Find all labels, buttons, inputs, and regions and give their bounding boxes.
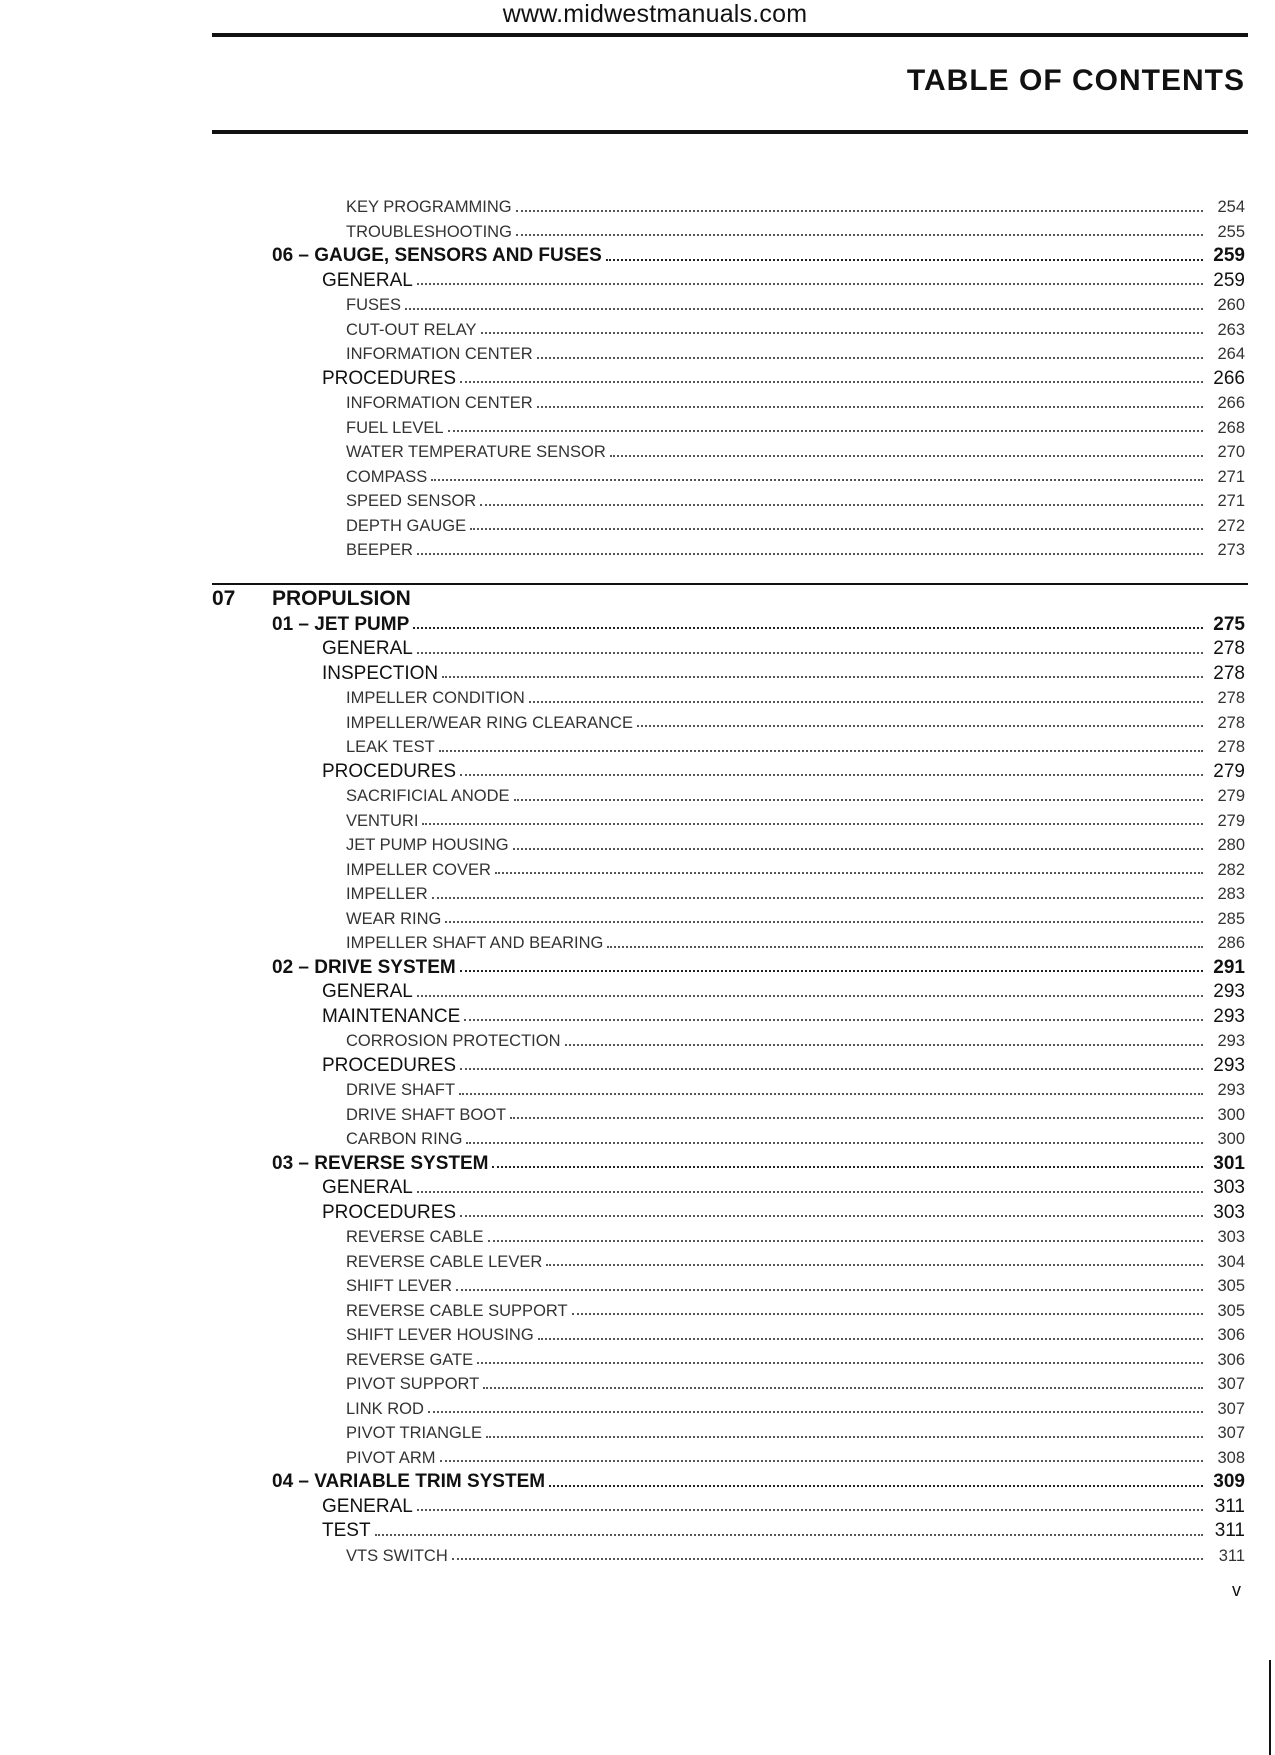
- toc-entry-page: 275: [1213, 613, 1245, 635]
- toc-entry-page: 268: [1217, 418, 1245, 437]
- dot-leader: [417, 283, 1203, 285]
- toc-entry[interactable]: [0, 1005, 1275, 1030]
- toc-section-rows: [0, 613, 1275, 1569]
- dot-leader: [537, 357, 1203, 359]
- toc-entry[interactable]: [0, 613, 1275, 638]
- toc-entry-page: 271: [1217, 467, 1245, 486]
- toc-entry[interactable]: [0, 391, 1275, 416]
- dot-leader: [440, 1460, 1203, 1462]
- toc-entry[interactable]: [0, 244, 1275, 269]
- toc-entry[interactable]: [0, 1176, 1275, 1201]
- dot-leader: [572, 1313, 1203, 1315]
- toc-entry-label: WATER TEMPERATURE SENSOR: [346, 443, 606, 461]
- toc-entry-label: SHIFT LEVER HOUSING: [346, 1326, 534, 1344]
- dot-leader: [375, 1534, 1203, 1536]
- dot-leader: [477, 1362, 1203, 1364]
- toc-entry-label: IMPELLER CONDITION: [346, 689, 525, 707]
- dot-leader: [413, 627, 1203, 629]
- dot-leader: [529, 701, 1203, 703]
- toc-entry[interactable]: [0, 342, 1275, 367]
- dot-leader: [460, 381, 1203, 383]
- toc-entry[interactable]: [0, 882, 1275, 907]
- dot-leader: [470, 528, 1203, 530]
- toc-entry-label: DRIVE SHAFT: [346, 1081, 456, 1099]
- toc-entry-label: SACRIFICIAL ANODE: [346, 787, 510, 805]
- toc-entry-page: 280: [1217, 836, 1245, 854]
- toc-entry-page: 311: [1218, 1546, 1245, 1565]
- dot-leader: [549, 1485, 1203, 1487]
- dot-leader: [422, 823, 1203, 825]
- toc-entry[interactable]: [0, 293, 1275, 318]
- dot-leader: [439, 750, 1203, 752]
- dot-leader: [538, 1338, 1203, 1340]
- dot-leader: [460, 1068, 1203, 1070]
- toc-entry-label: GENERAL: [322, 269, 413, 291]
- dot-leader: [460, 970, 1203, 972]
- toc-entry[interactable]: [0, 637, 1275, 662]
- toc-entry-page: 300: [1217, 1105, 1245, 1124]
- toc-entry-page: 279: [1217, 787, 1245, 805]
- section-heading: [0, 585, 1275, 613]
- toc-entry[interactable]: [0, 1201, 1275, 1226]
- toc-entry-label: REVERSE CABLE LEVER: [346, 1252, 543, 1271]
- dot-leader: [546, 1264, 1203, 1266]
- toc-entry-label: 03 – REVERSE SYSTEM: [272, 1152, 489, 1174]
- dot-leader: [495, 872, 1203, 874]
- toc-entry-label: BEEPER: [346, 541, 413, 559]
- toc-entry[interactable]: [0, 711, 1275, 736]
- toc-entry-page: 308: [1217, 1448, 1245, 1467]
- toc-entry-label: SHIFT LEVER: [346, 1277, 453, 1295]
- dot-leader: [417, 652, 1203, 654]
- toc-entry-page: 266: [1217, 394, 1245, 412]
- dot-leader: [488, 1240, 1203, 1242]
- toc-entry[interactable]: [0, 1470, 1275, 1495]
- toc-entry[interactable]: [0, 858, 1275, 883]
- dot-leader: [483, 1387, 1203, 1389]
- toc-entry[interactable]: [0, 538, 1275, 563]
- dot-leader: [431, 479, 1203, 481]
- toc-entry-page: 282: [1217, 860, 1245, 879]
- toc-entry-page: 278: [1217, 738, 1245, 756]
- toc-entry-label: DEPTH GAUGE: [346, 516, 467, 535]
- dot-leader: [516, 234, 1203, 236]
- toc-entry-page: 307: [1217, 1399, 1245, 1418]
- toc-entry-page: 309: [1213, 1471, 1245, 1492]
- corner-mark: [1269, 1660, 1271, 1755]
- toc-entry-page: 255: [1217, 222, 1245, 241]
- page-title: TABLE OF CONTENTS: [906, 64, 1245, 97]
- toc-entry-label: PIVOT SUPPORT: [346, 1375, 480, 1393]
- toc-entry-label: TEST: [322, 1520, 371, 1541]
- toc-entry-label: COMPASS: [346, 467, 428, 486]
- toc-entry-page: 300: [1217, 1130, 1245, 1148]
- dot-leader: [486, 1436, 1203, 1438]
- toc-entry[interactable]: [0, 784, 1275, 809]
- toc-entry-page: 304: [1217, 1252, 1245, 1271]
- toc-entry[interactable]: [0, 760, 1275, 785]
- toc-entry[interactable]: [0, 1495, 1275, 1520]
- dot-leader: [428, 1411, 1203, 1413]
- table-of-contents: [0, 195, 1275, 1568]
- toc-entry-label: 06 – GAUGE, SENSORS AND FUSES: [272, 245, 602, 266]
- toc-entry[interactable]: [0, 1519, 1275, 1544]
- toc-entry[interactable]: [0, 686, 1275, 711]
- toc-entry-page: 278: [1213, 662, 1245, 684]
- toc-entry-page: 283: [1217, 885, 1245, 903]
- toc-entry-label: 01 – JET PUMP: [272, 613, 410, 635]
- toc-entry-label: IMPELLER SHAFT AND BEARING: [346, 934, 604, 952]
- toc-entry[interactable]: [0, 956, 1275, 981]
- toc-entry-page: 263: [1217, 320, 1245, 339]
- toc-entry-label: GENERAL: [322, 981, 413, 1002]
- dot-leader: [514, 799, 1203, 801]
- dot-leader: [537, 406, 1203, 408]
- toc-entry-page: 285: [1217, 909, 1245, 928]
- toc-entry-label: VTS SWITCH: [346, 1546, 448, 1565]
- dot-leader: [417, 1509, 1203, 1511]
- site-url[interactable]: www.midwestmanuals.com: [502, 0, 808, 28]
- toc-entry-page: 278: [1217, 713, 1245, 732]
- toc-entry-page: 279: [1213, 760, 1245, 782]
- dot-leader: [565, 1044, 1203, 1046]
- toc-entry-page: 293: [1217, 1032, 1245, 1050]
- page-number: v: [1232, 1580, 1241, 1600]
- toc-entry-page: 305: [1217, 1277, 1245, 1295]
- toc-entry-page: 305: [1217, 1301, 1245, 1320]
- dot-leader: [456, 1289, 1203, 1291]
- toc-entry-page: 278: [1217, 689, 1245, 707]
- dot-leader: [459, 1093, 1203, 1095]
- toc-entry[interactable]: [0, 1421, 1275, 1446]
- dot-leader: [445, 921, 1203, 923]
- toc-entry-label: CORROSION PROTECTION: [346, 1032, 561, 1050]
- toc-entry-page: 307: [1217, 1375, 1245, 1393]
- toc-entry-page: 293: [1213, 981, 1245, 1002]
- toc-entry[interactable]: [0, 195, 1275, 220]
- toc-entry-label: PROCEDURES: [322, 1201, 457, 1223]
- toc-entry[interactable]: [0, 416, 1275, 441]
- toc-entry-label: PIVOT TRIANGLE: [346, 1424, 483, 1442]
- toc-entry-page: 259: [1213, 269, 1245, 291]
- toc-entry-label: PROCEDURES: [322, 367, 457, 389]
- toc-entry[interactable]: [0, 1029, 1275, 1054]
- toc-entry[interactable]: [0, 1225, 1275, 1250]
- toc-entry-label: LEAK TEST: [346, 738, 435, 756]
- dot-leader: [466, 1142, 1203, 1144]
- toc-entry-page: 311: [1214, 1495, 1245, 1517]
- toc-entry-page: 303: [1213, 1177, 1245, 1198]
- toc-entry[interactable]: [0, 318, 1275, 343]
- dot-leader: [460, 1215, 1203, 1217]
- section-title: PROPULSION: [272, 586, 411, 610]
- dot-leader: [452, 1558, 1203, 1560]
- toc-entry-page: 293: [1213, 1054, 1245, 1076]
- toc-entry-page: 270: [1217, 443, 1245, 461]
- dot-leader: [637, 725, 1203, 727]
- toc-pre-rows: [0, 195, 1275, 563]
- dot-leader: [442, 676, 1203, 678]
- dot-leader: [464, 1019, 1203, 1021]
- dot-leader: [417, 553, 1203, 555]
- toc-entry-label: 04 – VARIABLE TRIM SYSTEM: [272, 1471, 546, 1492]
- toc-entry[interactable]: [0, 1348, 1275, 1373]
- toc-entry-label: GENERAL: [322, 1495, 413, 1517]
- dot-leader: [610, 455, 1203, 457]
- toc-entry-page: 303: [1213, 1201, 1245, 1223]
- toc-entry[interactable]: [0, 440, 1275, 465]
- dot-leader: [607, 946, 1203, 948]
- dot-leader: [492, 1166, 1203, 1168]
- toc-entry[interactable]: [0, 465, 1275, 490]
- toc-entry-label: 02 – DRIVE SYSTEM: [272, 956, 456, 978]
- toc-entry-label: PROCEDURES: [322, 1054, 457, 1076]
- toc-entry-page: 271: [1217, 492, 1245, 510]
- dot-leader: [606, 259, 1203, 261]
- toc-entry-page: 301: [1213, 1152, 1245, 1174]
- section-number: 07: [212, 586, 236, 610]
- toc-entry-label: IMPELLER/WEAR RING CLEARANCE: [346, 713, 633, 732]
- toc-entry[interactable]: [0, 1397, 1275, 1422]
- toc-entry[interactable]: [0, 1103, 1275, 1128]
- toc-entry-page: 293: [1213, 1005, 1245, 1027]
- dot-leader: [448, 430, 1203, 432]
- toc-entry-page: 311: [1214, 1520, 1245, 1541]
- toc-entry[interactable]: [0, 489, 1275, 514]
- dot-leader: [417, 1191, 1203, 1193]
- toc-entry[interactable]: [0, 367, 1275, 392]
- dot-leader: [460, 774, 1203, 776]
- toc-entry-label: IMPELLER COVER: [346, 860, 491, 879]
- toc-entry-label: REVERSE CABLE SUPPORT: [346, 1301, 568, 1320]
- toc-entry-page: 260: [1217, 296, 1245, 314]
- dot-leader: [432, 897, 1203, 899]
- toc-entry-page: 278: [1213, 638, 1245, 659]
- toc-entry-label: REVERSE GATE: [346, 1350, 474, 1369]
- toc-entry-page: 273: [1217, 541, 1245, 559]
- toc-entry[interactable]: [0, 1250, 1275, 1275]
- toc-entry-label: KEY PROGRAMMING: [346, 198, 512, 216]
- toc-entry-page: 303: [1217, 1228, 1245, 1246]
- toc-entry-page: 264: [1217, 345, 1245, 363]
- toc-entry[interactable]: [0, 1078, 1275, 1103]
- dot-leader: [480, 504, 1203, 506]
- toc-entry-label: CARBON RING: [346, 1130, 463, 1148]
- toc-entry-label: PIVOT ARM: [346, 1448, 436, 1467]
- toc-entry-page: 286: [1217, 934, 1245, 952]
- toc-entry-label: PROCEDURES: [322, 760, 457, 782]
- toc-entry-page: 306: [1217, 1350, 1245, 1369]
- toc-entry[interactable]: [0, 1054, 1275, 1079]
- toc-entry-page: 293: [1217, 1081, 1245, 1099]
- toc-entry-label: TROUBLESHOOTING: [346, 222, 512, 241]
- toc-entry[interactable]: [0, 1152, 1275, 1177]
- section-gap: [0, 563, 1275, 583]
- toc-entry-page: 279: [1217, 811, 1245, 830]
- toc-entry[interactable]: [0, 833, 1275, 858]
- toc-entry[interactable]: [0, 1127, 1275, 1152]
- dot-leader: [417, 995, 1203, 997]
- toc-entry-label: REVERSE CABLE: [346, 1228, 484, 1246]
- toc-entry[interactable]: [0, 269, 1275, 294]
- toc-entry-label: INSPECTION: [322, 662, 439, 684]
- toc-entry-label: WEAR RING: [346, 909, 442, 928]
- toc-entry[interactable]: [0, 1372, 1275, 1397]
- toc-entry-page: 307: [1217, 1424, 1245, 1442]
- toc-entry[interactable]: [0, 980, 1275, 1005]
- top-rule: [212, 33, 1248, 37]
- toc-entry[interactable]: [0, 1446, 1275, 1471]
- toc-entry[interactable]: [0, 809, 1275, 834]
- toc-entry[interactable]: [0, 907, 1275, 932]
- toc-entry[interactable]: [0, 735, 1275, 760]
- toc-entry-label: INFORMATION CENTER: [346, 345, 533, 363]
- toc-entry[interactable]: [0, 220, 1275, 245]
- toc-entry-label: LINK ROD: [346, 1399, 424, 1418]
- toc-entry-label: GENERAL: [322, 638, 413, 659]
- dot-leader: [405, 308, 1203, 310]
- toc-entry-label: MAINTENANCE: [322, 1005, 461, 1027]
- toc-entry-label: CUT-OUT RELAY: [346, 320, 477, 339]
- toc-entry[interactable]: [0, 1299, 1275, 1324]
- toc-entry[interactable]: [0, 931, 1275, 956]
- toc-entry[interactable]: [0, 662, 1275, 687]
- toc-entry-page: 306: [1217, 1326, 1245, 1344]
- toc-entry[interactable]: [0, 1544, 1275, 1569]
- toc-entry-label: FUEL LEVEL: [346, 418, 444, 437]
- toc-entry-label: SPEED SENSOR: [346, 492, 477, 510]
- toc-entry-page: 259: [1213, 245, 1245, 266]
- toc-entry-label: VENTURI: [346, 811, 419, 830]
- toc-entry-page: 272: [1217, 516, 1245, 535]
- dot-leader: [510, 1117, 1203, 1119]
- title-rule: [212, 130, 1248, 134]
- dot-leader: [513, 848, 1203, 850]
- dot-leader: [516, 210, 1203, 212]
- dot-leader: [481, 332, 1203, 334]
- toc-entry[interactable]: [0, 1323, 1275, 1348]
- toc-entry-page: 291: [1213, 956, 1245, 978]
- toc-entry-label: GENERAL: [322, 1177, 413, 1198]
- toc-entry-page: 254: [1217, 198, 1245, 216]
- toc-entry[interactable]: [0, 1274, 1275, 1299]
- toc-entry-label: DRIVE SHAFT BOOT: [346, 1105, 507, 1124]
- toc-entry-page: 266: [1213, 367, 1245, 389]
- toc-entry-label: IMPELLER: [346, 885, 428, 903]
- toc-entry-label: FUSES: [346, 296, 402, 314]
- toc-entry-label: INFORMATION CENTER: [346, 394, 533, 412]
- toc-entry-label: JET PUMP HOUSING: [346, 836, 509, 854]
- toc-entry[interactable]: [0, 514, 1275, 539]
